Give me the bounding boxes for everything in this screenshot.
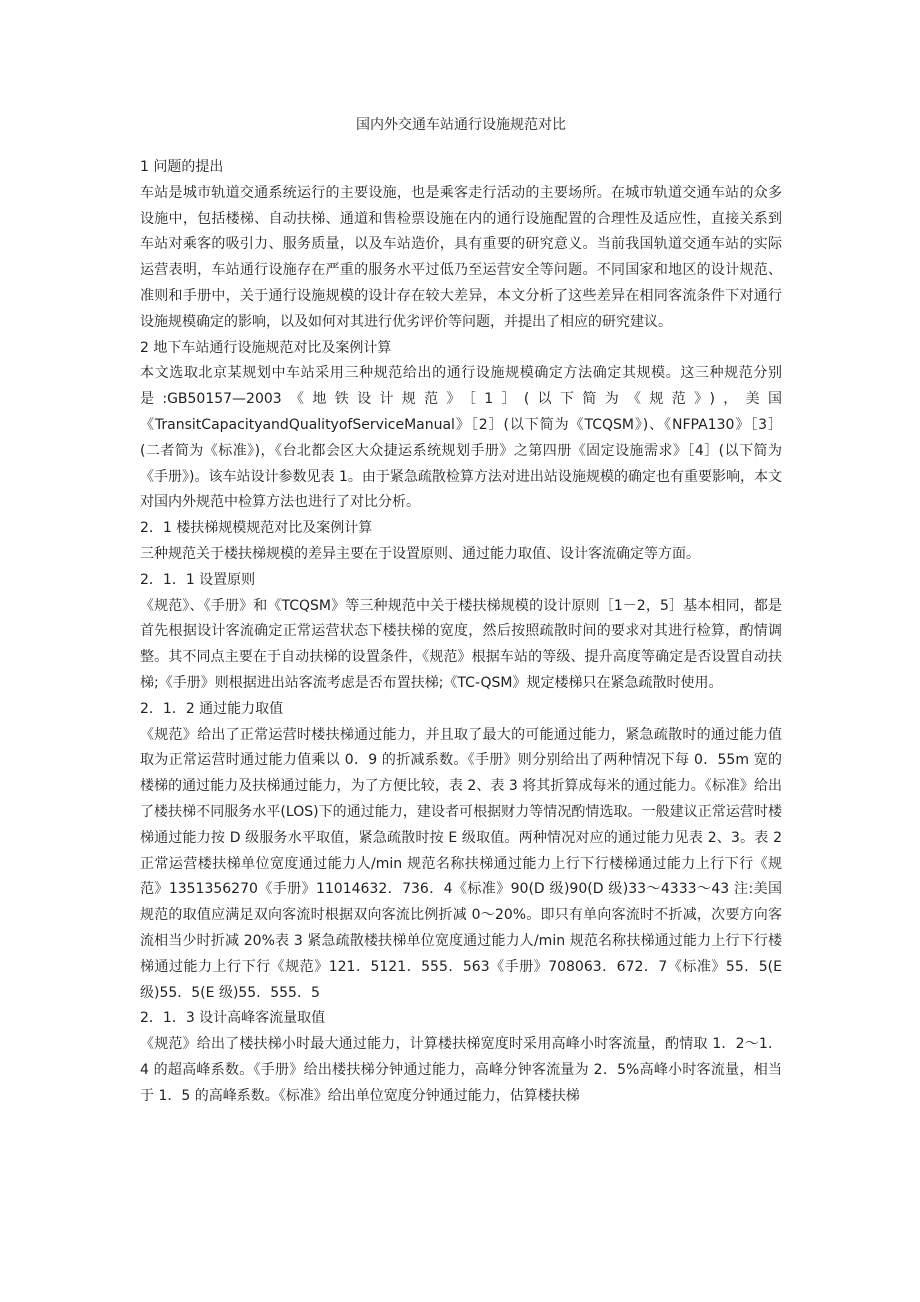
document-title: 国内外交通车站通行设施规范对比 <box>356 117 566 133</box>
section-2-1-1-heading: 2．1．1 设置原则 <box>140 571 256 588</box>
section-2-1-paragraph: 三种规范关于楼扶梯规模的差异主要在于设置原则、通过能力取值、设计客流确定等方面。 <box>140 545 700 562</box>
section-2-paragraph: 本文选取北京某规划中车站采用三种规范给出的通行设施规模确定方法确定其规模。这三种规范分别是:GB50157—2003《地铁设计规范》［1］(以下简为《规范》)，美国《TransitCapacityandQualityofServiceManual》［2］(以下简为《TCQSM》)、《NFPA130》［3］(二者简为《标准》)，《台北都会区大众捷运系统规划手册》之第四册《固定设施需求》［4］(以下简为《手册》)。该车站设计参数见表 1。由于紧急疏散检算方法对进出站设施规模的确定也有重要影响，本文对国内外规范中检算方法也进行了对比分析。 <box>140 365 782 511</box>
section-2-1-1-paragraph: 《规范》、《手册》和《TCQSM》等三种规范中关于楼扶梯规模的设计原则［1－2，5］基本相同，都是首先根据设计客流确定正常运营状态下楼扶梯的宽度，然后按照疏散时间的要求对其进行检算，酌情调整。其不同点主要在于自动扶梯的设置条件，《规范》根据车站的等级、提升高度等确定是否设置自动扶梯;《手册》则根据进出站客流考虑是否布置扶梯;《TC-QSM》规定楼梯只在紧急疏散时使用。 <box>140 597 782 691</box>
section-2-1-3-heading: 2．1．3 设计高峰客流量取值 <box>140 1010 326 1027</box>
section-1-paragraph: 车站是城市轨道交通系统运行的主要设施，也是乘客走行活动的主要场所。在城市轨道交通车站的众多设施中，包括楼梯、自动扶梯、通道和售检票设施在内的通行设施配置的合理性及适应性，直接关系到车站对乘客的吸引力、服务质量，以及车站造价，具有重要的研究意义。当前我国轨道交通车站的实际运营表明，车站通行设施存在严重的服务水平过低乃至运营安全等问题。不同国家和地区的设计规范、准则和手册中，关于通行设施规模的设计存在较大差异，本文分析了这些差异在相同客流条件下对通行设施规模确定的影响，以及如何对其进行优劣评价等问题，并提出了相应的研究建议。 <box>140 184 782 330</box>
section-2-heading: 2 地下车站通行设施规范对比及案例计算 <box>140 339 392 356</box>
section-2-1-2-heading: 2．1．2 通过能力取值 <box>140 700 284 717</box>
document-page <box>140 112 782 1109</box>
section-2-1-heading: 2．1 楼扶梯规模规范对比及案例计算 <box>140 520 373 537</box>
section-1-heading: 1 问题的提出 <box>140 159 224 175</box>
section-2-1-3-paragraph: 《规范》给出了楼扶梯小时最大通过能力，计算楼扶梯宽度时采用高峰小时客流量，酌情取 1．2～1．4 的超高峰系数。《手册》给出楼扶梯分钟通过能力，高峰分钟客流量为 2．5%高峰小时客流量，相当于 1．5 的高峰系数。《标准》给出单位宽度分钟通过能力，估算楼扶梯 <box>140 1036 782 1104</box>
section-2-1-2-paragraph: 《规范》给出了正常运营时楼扶梯通过能力，并且取了最大的可能通过能力，紧急疏散时的通过能力值取为正常运营时通过能力值乘以 0．9 的折减系数。《手册》则分别给出了两种情况下每 0．55m 宽的楼梯的通过能力及扶梯通过能力，为了方便比较，表 2、表 3 将其折算成每米的通过能力。《标准》给出了楼扶梯不同服务水平(LOS)下的通过能力，建设者可根据财力等情况酌情选取。一般建议正常运营时楼梯通过能力按 D 级服务水平取值，紧急疏散时按 E 级取值。两种情况对应的通过能力见表 2、3。表 2 正常运营楼扶梯单位宽度通过能力人/min 规范名称扶梯通过能力上行下行楼梯通过能力上行下行《规范》1351356270《手册》11014632．736．4《标准》90(D 级)90(D 级)33～4333～43 注:美国规范的取值应满足双向客流时根据双向客流比例折减 0～20%。即只有单向客流时不折减，次要方向客流相当少时折减 20%表 3 紧急疏散楼扶梯单位宽度通过能力人/min 规范名称扶梯通过能力上行下行楼梯通过能力上行下行《规范》121．5121．555．563《手册》708063．672．7《标准》55．5(E 级)55．5(E 级)55．555．5 <box>140 726 782 1001</box>
